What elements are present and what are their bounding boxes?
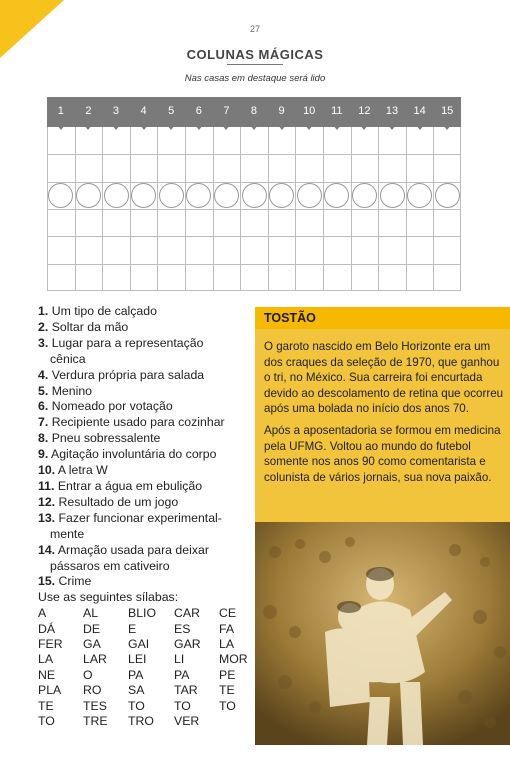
syllable: SA (128, 683, 145, 698)
syllable: FER (38, 637, 63, 652)
column-marker (305, 125, 313, 130)
column-number: 3 (112, 105, 120, 117)
grid-row-line (47, 264, 461, 265)
clue-item (38, 559, 253, 575)
clue-item (38, 543, 253, 559)
syllable: TO (219, 698, 236, 713)
highlight-cell[interactable] (324, 183, 349, 208)
clue-text: Pneu sobressalente (51, 431, 161, 446)
syllable: GA (83, 637, 101, 652)
highlight-cell[interactable] (159, 183, 184, 208)
title-underline (227, 64, 283, 65)
highlight-cell[interactable] (352, 183, 377, 208)
highlight-cell[interactable] (48, 183, 73, 208)
column-number: 15 (441, 105, 454, 117)
syllable: TO (174, 698, 191, 713)
syllables-title: Use as seguintes sílabas: (38, 590, 179, 605)
page-number: 27 (249, 24, 260, 34)
column-number: 11 (331, 105, 343, 117)
clue-text: Fazer funcionar experimental- (58, 510, 222, 525)
syllable: GAI (128, 637, 150, 652)
clue-number: 2. (38, 319, 49, 334)
highlight-cell[interactable] (76, 183, 101, 208)
clue-number: 8. (38, 431, 49, 446)
syllable: ES (174, 621, 191, 636)
syllable: E (128, 621, 137, 636)
column-number: 8 (250, 105, 258, 117)
puzzle-grid (47, 97, 461, 291)
clue-text: pássaros em cativeiro (50, 558, 170, 573)
clue-item (38, 527, 253, 543)
column-marker (84, 125, 92, 130)
clue-number: 3. (38, 335, 49, 350)
clue-text: Entrar a água em ebulição (57, 478, 203, 493)
clue-number: 13. (38, 510, 56, 525)
clue-item (38, 495, 253, 511)
grid-row-line (47, 290, 461, 291)
column-marker (333, 125, 341, 130)
syllable: A (38, 606, 47, 621)
syllable: O (83, 667, 93, 682)
clue-number: 5. (38, 383, 49, 398)
syllable: VER (174, 714, 200, 729)
page-title: COLUNAS MÁGICAS (186, 47, 324, 62)
clue-text: cênica (50, 351, 86, 366)
clue-item (38, 447, 253, 463)
syllable: LAR (83, 652, 107, 667)
clue-item (38, 320, 253, 336)
syllable: FA (219, 621, 235, 636)
syllable: TRO (128, 714, 154, 729)
syllable: PA (174, 667, 190, 682)
clue-number: 14. (38, 542, 56, 557)
clue-text: Armação usada para deixar (57, 542, 209, 557)
highlight-cell[interactable] (214, 183, 239, 208)
clue-number: 9. (38, 447, 49, 462)
syllable: GAR (174, 637, 201, 652)
column-number: 14 (413, 105, 426, 117)
column-number: 9 (278, 105, 285, 117)
clue-item (38, 384, 253, 400)
clue-item (38, 415, 253, 431)
syllable: PLA (38, 683, 62, 698)
column-number: 7 (223, 105, 230, 117)
box-title: TOSTÃO (264, 311, 316, 325)
syllable: NE (38, 667, 56, 682)
clue-text: Verdura própria para salada (51, 367, 205, 382)
syllable: BLIO (128, 606, 157, 621)
syllable: LEI (128, 652, 147, 667)
clue-text: A letra W (57, 463, 108, 478)
column-number: 13 (385, 105, 399, 117)
clue-item (38, 352, 253, 368)
column-marker (250, 125, 258, 130)
clue-number: 10. (38, 463, 56, 478)
column-marker (57, 125, 65, 130)
column-marker (360, 125, 368, 130)
page-subtitle: Nas casas em destaque será lido (184, 73, 326, 84)
clue-list (38, 304, 253, 729)
clue-number: 15. (38, 574, 56, 589)
column-number: 6 (195, 105, 202, 117)
box-paragraph: Após a aposentadoria se formou em medicina pela UFMG. Voltou ao mundo do futebol somente nos anos 90 como comentarista e colunista de vários jornais, sua nova paixão. (264, 423, 501, 484)
box-paragraph: O garoto nascido em Belo Horizonte era um dos craques da seleção de 1970, que ganhou o tri, no México. Sua carreira foi encurtada devido ao descolamento de retina que ocorreu após uma bolada no início dos anos 70. (264, 340, 504, 416)
syllable: DÁ (38, 621, 56, 636)
clue-text: Lugar para a representação (51, 335, 204, 350)
column-marker (443, 125, 451, 130)
syllable: DE (83, 621, 101, 636)
syllable: LA (38, 652, 54, 667)
highlight-cell[interactable] (131, 183, 156, 208)
column-number: 1 (57, 105, 64, 117)
column-number: 4 (140, 105, 147, 117)
highlight-cell[interactable] (297, 183, 322, 208)
column-marker (167, 125, 175, 130)
column-number: 12 (358, 105, 371, 117)
syllable: AL (83, 606, 99, 621)
tostao-photo (255, 522, 510, 745)
syllable: CE (219, 606, 237, 621)
highlight-cell[interactable] (104, 183, 129, 208)
clue-text: mente (50, 526, 85, 541)
syllable: TRE (83, 714, 108, 729)
column-marker (222, 125, 230, 130)
clue-text: Crime (58, 574, 92, 589)
grid-row-line (47, 209, 461, 210)
clue-text: Agitação involuntária do corpo (51, 447, 217, 462)
clue-number: 11. (38, 478, 55, 493)
column-marker (388, 125, 396, 130)
clue-number: 7. (38, 415, 49, 430)
clue-item (38, 479, 253, 495)
highlight-cell[interactable] (186, 183, 211, 208)
clue-number: 6. (38, 399, 49, 414)
clue-item (38, 463, 253, 479)
column-marker (195, 125, 203, 130)
clue-number: 12. (38, 494, 56, 509)
syllable: TAR (174, 683, 198, 698)
clue-number: 1. (38, 304, 49, 318)
tostao-box (255, 307, 510, 522)
grid-row-line (47, 236, 461, 237)
clue-item (38, 368, 253, 384)
grid-row-line (47, 154, 461, 155)
syllable: RO (83, 683, 102, 698)
syllable: TES (83, 698, 107, 713)
syllable: PE (219, 667, 236, 682)
syllable: TO (38, 714, 55, 729)
clue-text: Menino (51, 383, 93, 398)
syllable: TE (219, 683, 235, 698)
clue-text: Nomeado por votação (51, 399, 173, 414)
highlight-cell[interactable] (435, 183, 460, 208)
syllable: TE (38, 698, 54, 713)
column-number: 2 (85, 105, 92, 117)
clue-item (38, 336, 253, 352)
clue-text: Resultado de um jogo (58, 494, 179, 509)
clue-item (38, 399, 253, 415)
syllable: PA (128, 667, 144, 682)
clue-text: Recipiente usado para cozinhar (51, 415, 225, 430)
clue-item (38, 304, 253, 320)
column-number: 5 (168, 105, 175, 117)
clue-text: Soltar da mão (51, 319, 129, 334)
clue-item (38, 431, 253, 447)
highlight-cell[interactable] (380, 183, 405, 208)
syllables-grid (38, 606, 253, 729)
column-marker (416, 125, 424, 130)
syllable: CAR (174, 606, 200, 621)
clue-item (38, 574, 253, 590)
clue-number: 4. (38, 367, 49, 382)
photo-illustration (255, 522, 510, 745)
box-text (264, 339, 504, 491)
clue-item (38, 511, 253, 527)
syllable: TO (128, 698, 145, 713)
column-number: 10 (303, 105, 316, 117)
column-marker (278, 125, 286, 130)
clue-text: Um tipo de calçado (51, 304, 157, 318)
syllable: MOR (219, 652, 248, 667)
column-marker (112, 125, 120, 130)
syllable: LI (174, 652, 185, 667)
highlight-cell[interactable] (407, 183, 432, 208)
highlight-cell[interactable] (242, 183, 267, 208)
syllable: LA (219, 637, 235, 652)
highlight-cell[interactable] (269, 183, 294, 208)
column-marker (140, 125, 148, 130)
